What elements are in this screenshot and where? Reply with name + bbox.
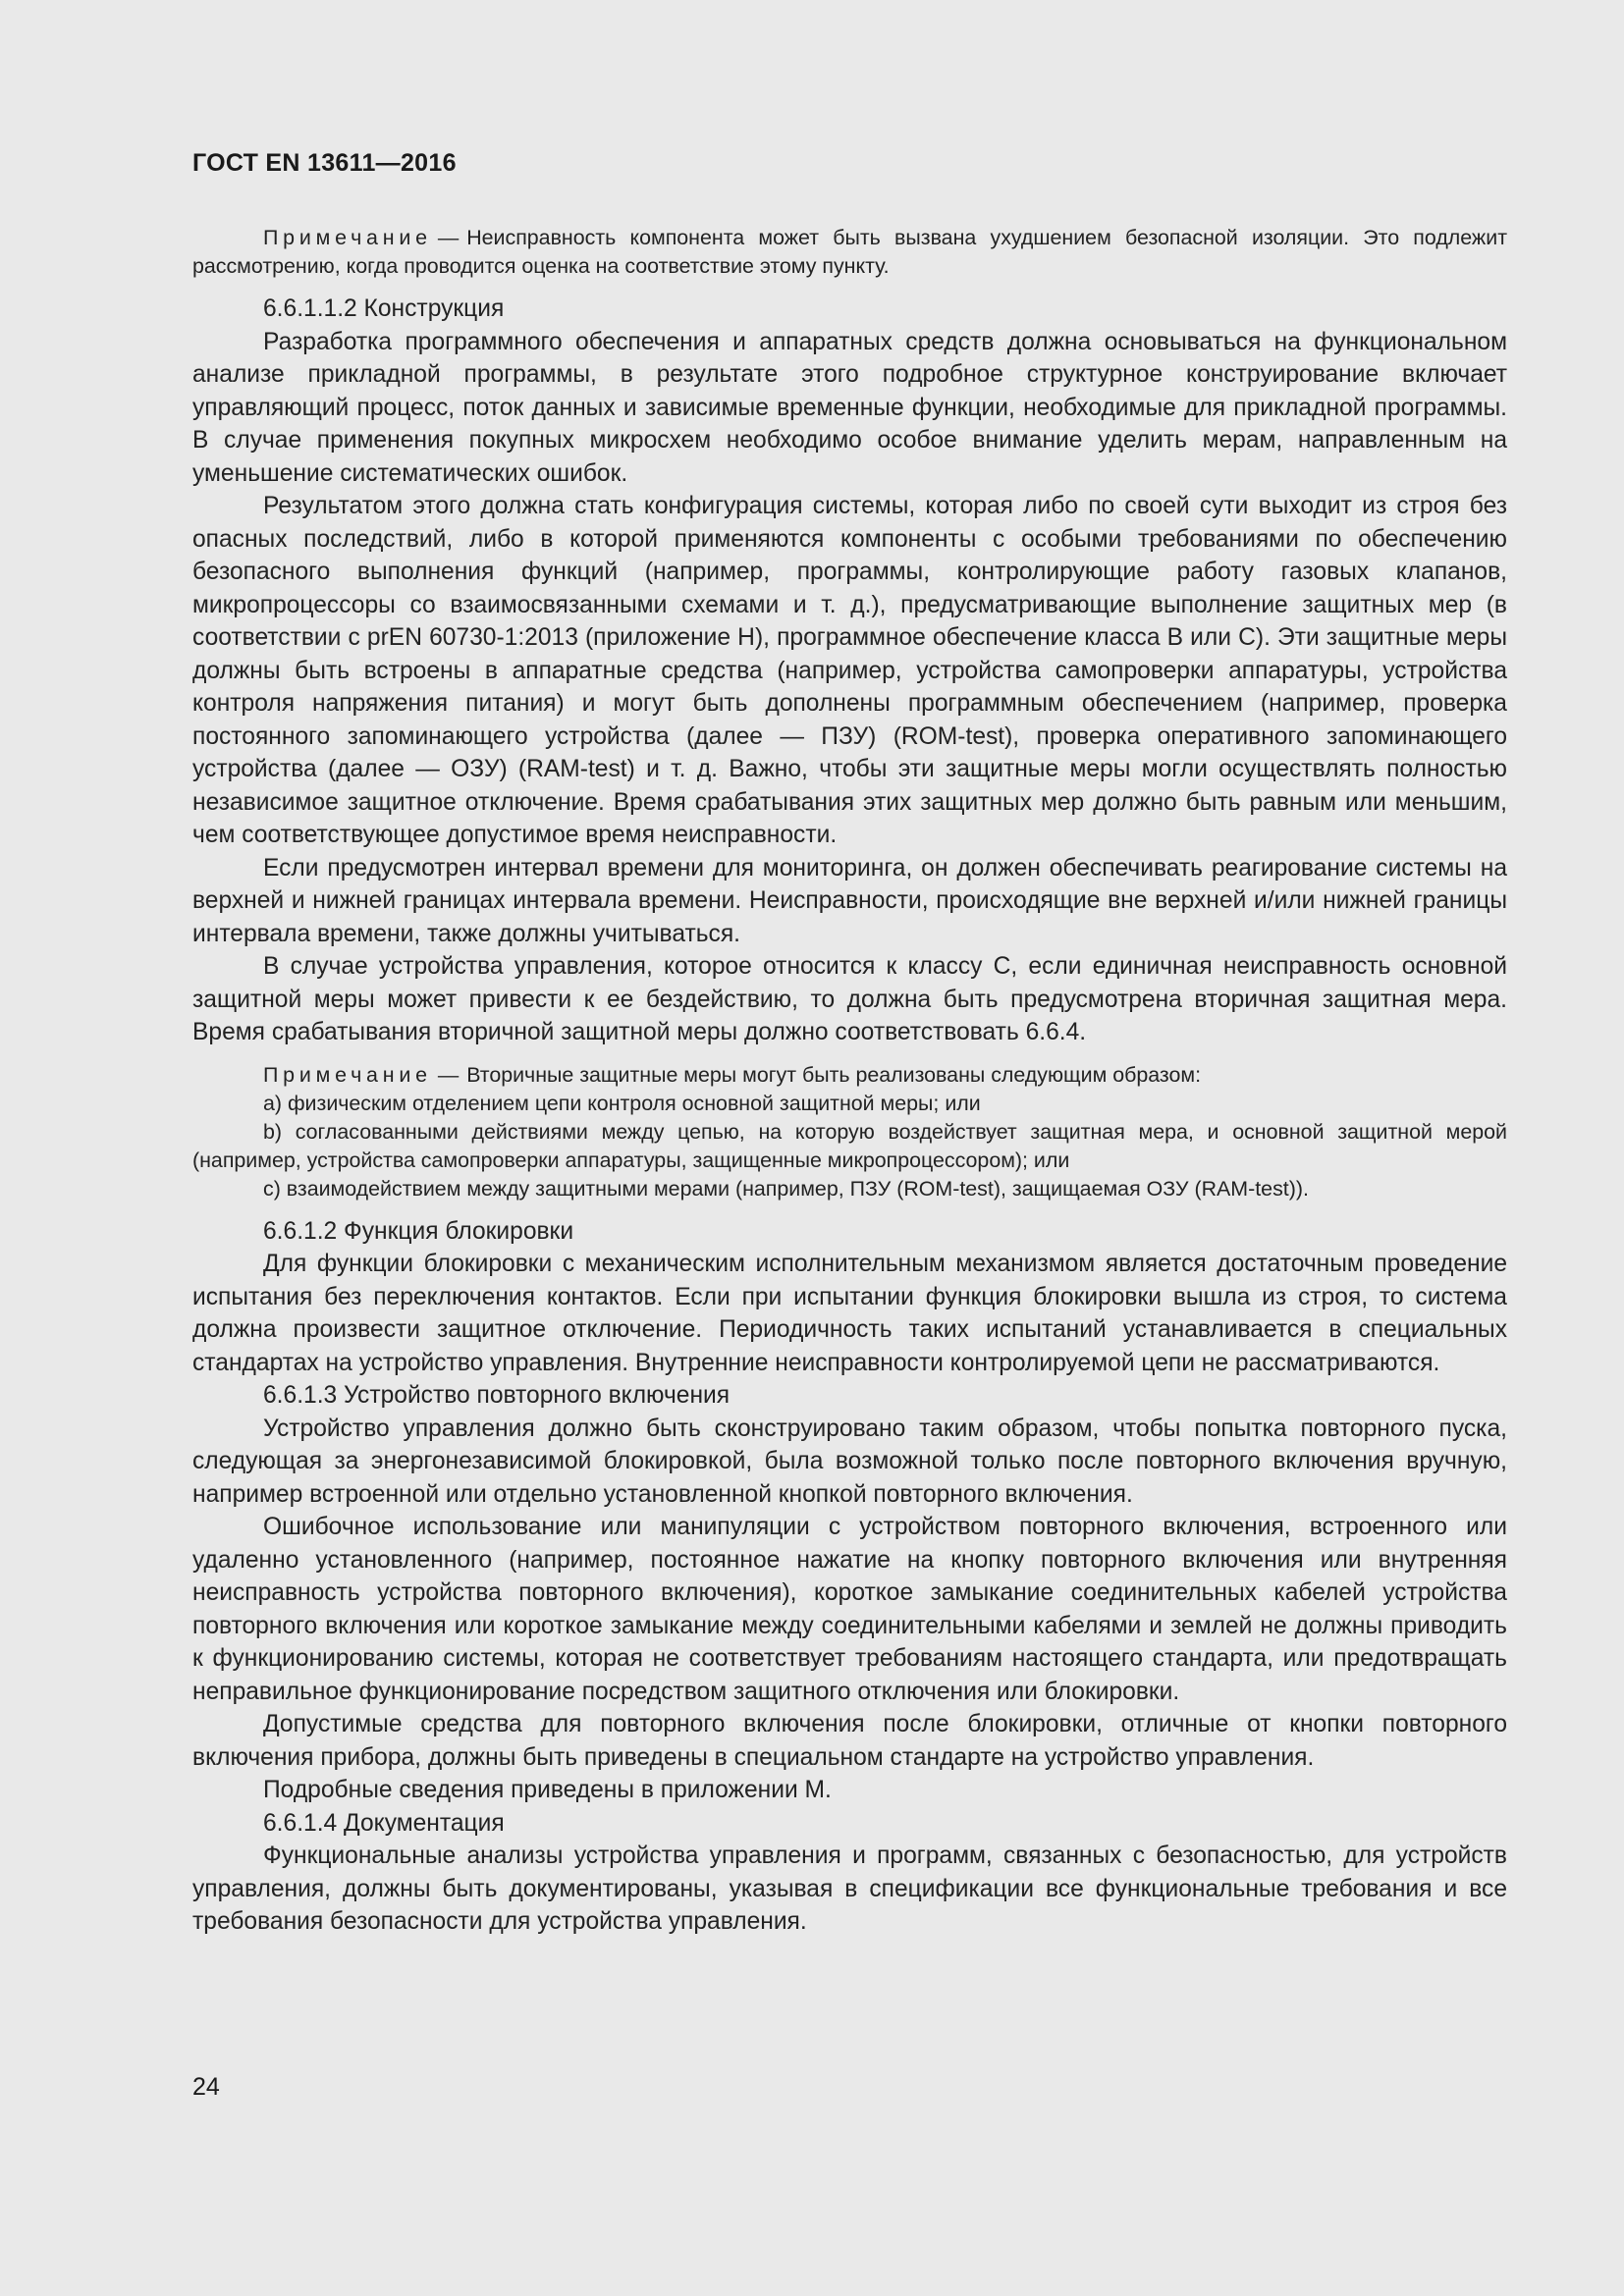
paragraph: Функциональные анализы устройства управления и программ, связанных с безопасностью, для устройств управления, должны быть документированы, указывая в спецификации все функциональные требования и все требования безопасности для устройства управления.	[192, 1842, 1507, 1935]
paragraph: Для функции блокировки с механическим исполнительным механизмом является достаточным проведение испытания без переключения контактов. Если при испытании функция блокировки вышла из строя, то система должна произвести защитное отключение. Периодичность таких испытаний устанавливается в специальных стандартах на устройство управления. Внутренние неисправности контролируемой цепи не рассматриваются.	[192, 1251, 1507, 1376]
paragraph: Разработка программного обеспечения и аппаратных средств должна основываться на функциональном анализе прикладной программы, в результате этого подробное структурное конструирование включает управляющий процесс, поток данных и зависимые временные функции, необходимые для прикладной программы. В случае применения покупных микросхем необходимо особое внимание уделить мерам, направленным на уменьшение систематических ошибок.	[192, 328, 1507, 487]
section-heading-6-6-1-3: 6.6.1.3 Устройство повторного включения	[263, 1382, 731, 1409]
page-number: 24	[192, 2073, 220, 2101]
paragraph: Ошибочное использование или манипуляции с устройством повторного включения, встроенного или удаленно установленного (например, постоянное нажатие на кнопку повторного включения или внутренняя неисправность устройства повторного включения), короткое замыкание соединительных кабелей устройства повторного включения или короткое замыкание между соединительными кабелями и землей не должны приводить к функционированию системы, которая не соответствует требованиям настоящего стандарта, или предотвращать неправильное функционирование посредством защитного отключения или блокировки.	[192, 1514, 1507, 1705]
note-text: Вторичные защитные меры могут быть реализованы следующим образом:	[466, 1062, 1202, 1087]
note-text: Неисправность компонента может быть вызвана ухудшением безопасной изоляции. Это подлежит рассмотрению, когда проводится оценка на соответствие этому пункту.	[192, 226, 1507, 278]
note-list-item: b) согласованными действиями между цепью, на которую воздействует защитная мера, и основной защитной мерой (например, устройства самопроверки аппаратуры, защищенные микропроцессором); или	[192, 1119, 1507, 1172]
paragraph: Допустимые средства для повторного включения после блокировки, отличные от кнопки повторного включения прибора, должны быть приведены в специальном стандарте на устройство управления.	[192, 1711, 1507, 1771]
section-heading-6-6-1-2: 6.6.1.2 Функция блокировки	[263, 1217, 574, 1245]
paragraph: Устройство управления должно быть сконструировано таким образом, чтобы попытка повторного пуска, следующая за энергонезависимой блокировкой, была возможной только после повторного включения вручную, например встроенной или отдельно установленной кнопкой повторного включения.	[192, 1415, 1507, 1508]
note-dash: —	[437, 1062, 460, 1087]
note-2	[192, 1061, 1507, 1090]
note-list-item: с) взаимодействием между защитными мерами (например, ПЗУ (ROM-test), защищаемая ОЗУ (RAM-test)).	[263, 1176, 1309, 1201]
paragraph: Если предусмотрен интервал времени для мониторинга, он должен обеспечивать реагирование системы на верхней и нижней границах интервала времени. Неисправности, происходящие вне верхней и/или нижней границы интервала времени, также должны учитываться.	[192, 854, 1507, 947]
paragraph: В случае устройства управления, которое относится к классу С, если единичная неисправность основной защитной меры может привести к ее бездействию, то должна быть предусмотрена вторичная защитная мера. Время срабатывания вторичной защитной меры должно соответствовать 6.6.4.	[192, 953, 1507, 1045]
paragraph: Подробные сведения приведены в приложении М.	[263, 1777, 832, 1803]
note-label: Примечание	[263, 226, 432, 249]
note-list-item: а) физическим отделением цепи контроля основной защитной меры; или	[263, 1091, 981, 1115]
paragraph: Результатом этого должна стать конфигурация системы, которая либо по своей сути выходит из строя без опасных последствий, либо в которой применяются компоненты с особыми требованиями по обеспечению безопасного выполнения функций (например, программы, контролирующие работу газовых клапанов, микропроцессоры со взаимосвязанными схемами и т. д.), предусматривающие выполнение защитных мер (в соответствии с prEN 60730-1:2013 (приложение Н), программное обеспечение класса В или С). Эти защитные меры должны быть встроены в аппаратные средства (например, устройства самопроверки аппаратуры, устройства контроля напряжения питания) и могут быть дополнены программным обеспечением (например, проверка постоянного запоминающего устройства (далее — ПЗУ) (ROM-test), проверка оперативного запоминающего устройства (далее — ОЗУ) (RAM-test) и т. д. Важно, чтобы эти защитные меры могли осуществлять полностью независимое защитное отключение. Время срабатывания этих защитных мер должно быть равным или меньшим, чем соответствующее допустимое время неисправности.	[192, 493, 1507, 848]
note-1	[192, 224, 1507, 281]
note-label: Примечание	[263, 1062, 432, 1087]
document-header: ГОСТ EN 13611—2016	[192, 149, 457, 177]
section-heading-6-6-1-4: 6.6.1.4 Документация	[263, 1809, 505, 1837]
note-dash: —	[437, 226, 460, 249]
document-body	[192, 224, 1507, 1939]
section-heading-6-6-1-1-2: 6.6.1.1.2 Конструкция	[263, 295, 505, 322]
